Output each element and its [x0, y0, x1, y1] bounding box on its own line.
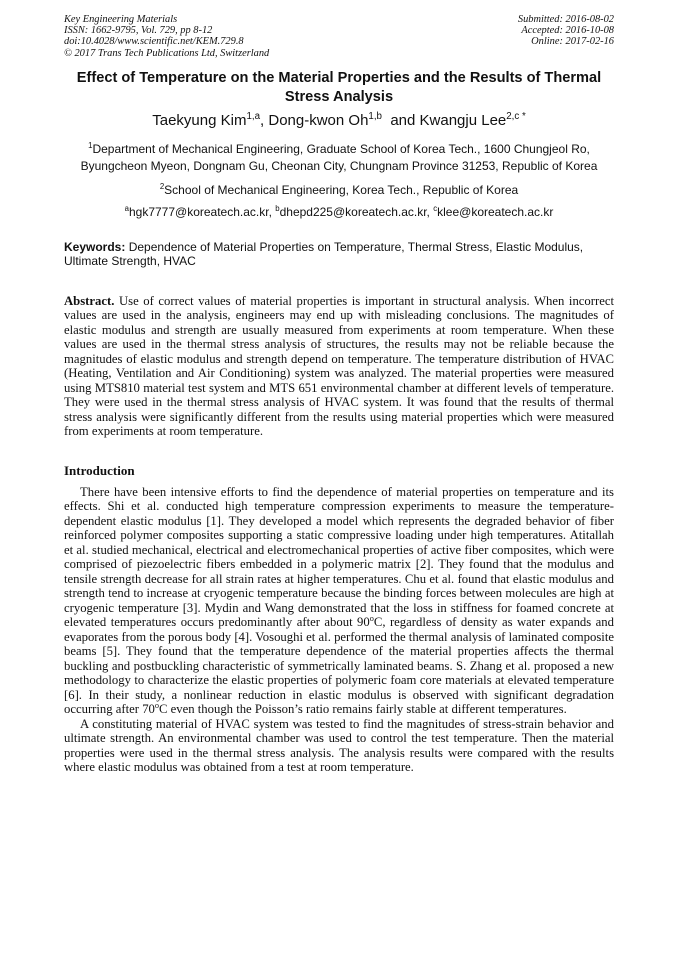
author-name: Kwangju Lee	[419, 111, 507, 129]
dates-info	[518, 14, 614, 59]
email-link[interactable]: klee@koreatech.ac.kr	[437, 205, 554, 220]
author-name: Taekyung Kim	[152, 111, 247, 129]
abstract	[64, 294, 614, 439]
section-heading-introduction: Introduction	[64, 462, 135, 478]
email-link[interactable]: dhepd225@koreatech.ac.kr	[279, 205, 427, 220]
author-sup: 2,c *	[506, 110, 526, 122]
journal-info	[64, 14, 269, 59]
author-list: Taekyung Kim$^{1,a}$, Dong-kwon Oh$^{1,b}$ and Kwangju Lee$^{2,c *}$	[152, 110, 526, 129]
running-header	[64, 14, 614, 59]
doi: doi:10.4028/www.scientific.net/KEM.729.8	[64, 36, 244, 48]
keywords-label: Keywords:	[64, 239, 126, 254]
paper-title: Effect of Temperature on the Material Properties and the Results of Thermal Stress Analysis	[76, 69, 602, 105]
author-sup: 1,a	[246, 110, 261, 122]
email-list: $^a$hgk7777@koreatech.ac.kr, $^b$dhepd225@koreatech.ac.kr, $^c$klee@koreatech.ac.kr	[124, 204, 554, 220]
submitted-date: Submitted: 2016-08-02	[517, 14, 614, 25]
abstract-label: Abstract.	[64, 293, 115, 308]
intro-paragraph-2: A constituting material of HVAC system was tested to find the magnitudes of stress-strain behavior and ultimate strength. An environmental chamber was used to control the test temperature. Then the material properties were used in the thermal stress analysis. The analysis results were compared with the results where elastic modulus was obtained from a test at room temperature.	[64, 716, 614, 775]
affiliation-2: $^2$School of Mechanical Engineering, Korea Tech., Republic of Korea	[159, 181, 519, 197]
journal-name: Key Engineering Materials	[64, 14, 178, 25]
online-date: Online: 2017-02-16	[531, 36, 614, 48]
author-name: Dong-kwon Oh	[268, 111, 369, 129]
intro-paragraph-1: There have been intensive efforts to find the dependence of material properties on temperature and its effects. Shi et al. conducted high temperature compression experiments to measure the temperature-dependent elastic modulus [1]. They developed a model which represents the degraded behavior of fiber reinforced polymer composites supporting a static compressive loading under high temperatures. Atitallah et al. studied mechanical, electrical and electromechanical properties of active fiber composites, which were comprised of piezoelectric fibers embedded in a polymeric matrix [2]. They found that the modulus and tensile strength decrease for all strain rates at higher temperatures. Chu et al. found that elastic modulus and strength tend to increase at cryogenic temperature because the binding forces between molecules are high at cryogenic temperature [3]. Mydin and Wang demonstrated that the loss in stiffness for foamed concrete at elevated temperatures occurs predominantly after about 90$^o$C, regardless of density as water expands and evaporates from the porous body [4]. Vosoughi et al. performed the thermal analysis of laminated composite beams [5]. They found that the temperature dependence of the material properties affects the thermal buckling and postbuckling characteristic of symmetrically laminated beams. S. Zhang et al. proposed a new methodology to characterize the elastic properties of polymeric foam core materials at elevated temperature [6]. In their study, a nonlinear reduction in elastic modulus is observed with significant degradation occurring after 70$^o$C even though the Poisson’s ratio remains fairly stable at different temperatures.	[64, 484, 614, 717]
copyright: © 2017 Trans Tech Publications Ltd, Switzerland	[64, 47, 270, 59]
accepted-date: Accepted: 2016-10-08	[521, 25, 614, 37]
issn: ISSN: 1662-9795, Vol. 729, pp 8-12	[64, 25, 213, 37]
affiliation-1: $^1$Department of Mechanical Engineering, Graduate School of Korea Tech., 1600 Chungjeol Ro, Byungcheon Myeon, Dongnam Gu, Cheonan City, Chungnam Province 31253, Republic of Korea	[80, 140, 598, 174]
keywords	[64, 240, 614, 268]
keywords-text: Dependence of Material Properties on Temperature, Thermal Stress, Elastic Modulus, Ultimate Strength, HVAC	[64, 239, 584, 268]
author-sup: 1,b	[368, 110, 382, 122]
email-link[interactable]: hgk7777@koreatech.ac.kr	[128, 205, 269, 220]
abstract-text: Use of correct values of material properties is important in structural analysis. When incorrect values are used in the analysis, engineers may end up with misleading conclusions. The magnitudes of elastic modulus and strength are usually measured from experiments at room temperature. When these values are used in the thermal stress analysis of structures, the results may not be reliable because the magnitudes of elastic modulus and strength depend on temperature. The temperature distribution of HVAC (Heating, Ventilation and Air Conditioning) system was analyzed. The material properties were measured using MTS810 material test system and MTS 651 environmental chamber at different levels of temperature. They were used in the thermal stress analysis of HVAC system. It was found that the results of thermal stress analysis were significantly different from the results using material properties which were measured from experiments at room temperature.	[64, 293, 614, 439]
